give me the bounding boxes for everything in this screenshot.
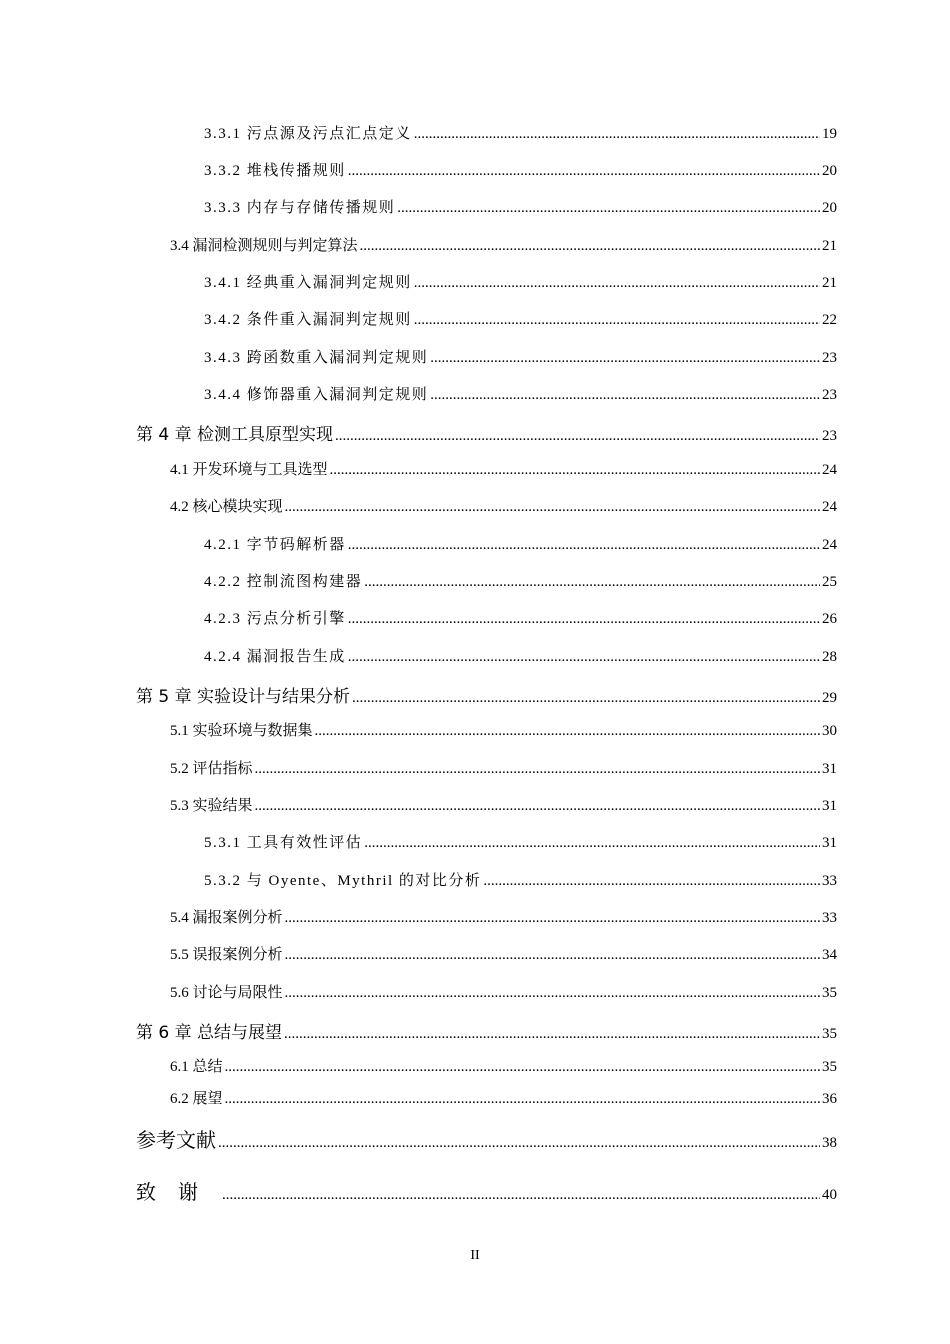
toc-entry-title: 4.2.2 控制流图构建器 — [204, 574, 363, 590]
toc-entry-page: 36 — [822, 1091, 837, 1107]
toc-leader-dots — [225, 1059, 820, 1076]
toc-entry-page: 22 — [822, 312, 837, 328]
toc-entry-title: 5.3.2 与 Oyente、Mythril 的对比分析 — [204, 873, 482, 889]
toc-entry-title: 5.6 讨论与局限性 — [170, 985, 283, 1001]
toc-leader-dots — [352, 690, 820, 707]
toc-entry[interactable] — [170, 794, 837, 815]
toc-entry-title: 参考文献 — [136, 1128, 216, 1152]
toc-entry[interactable] — [204, 159, 837, 180]
toc-leader-dots — [225, 1091, 820, 1108]
toc-entry[interactable] — [170, 757, 837, 778]
toc-entry[interactable] — [170, 1055, 837, 1076]
toc-entry-title: 5.3 实验结果 — [170, 798, 253, 814]
toc-entry[interactable] — [136, 420, 837, 445]
toc-leader-dots — [348, 537, 820, 554]
toc-entry[interactable] — [170, 458, 837, 479]
toc-entry-page: 23 — [822, 350, 837, 366]
toc-entry-page: 35 — [822, 1059, 837, 1075]
toc-entry-title: 致谢 — [136, 1180, 220, 1204]
toc-entry-title: 3.4.2 条件重入漏洞判定规则 — [204, 312, 412, 328]
toc-leader-dots — [397, 200, 820, 217]
toc-leader-dots — [284, 1026, 820, 1043]
toc-entry[interactable] — [204, 122, 837, 143]
toc-entry-title: 3.3.1 污点源及污点汇点定义 — [204, 126, 412, 142]
toc-entry-title: 4.2 核心模块实现 — [170, 499, 283, 515]
toc-entry[interactable] — [204, 645, 837, 666]
toc-entry-title: 3.4 漏洞检测规则与判定算法 — [170, 238, 358, 254]
toc-leader-dots — [218, 1135, 820, 1152]
toc-entry[interactable] — [204, 271, 837, 292]
page-number: II — [470, 1248, 480, 1263]
toc-entry-title: 3.4.4 修饰器重入漏洞判定规则 — [204, 387, 429, 403]
toc-entry[interactable] — [136, 1018, 837, 1043]
toc-entry-title: 3.3.3 内存与存储传播规则 — [204, 200, 396, 216]
toc-leader-dots — [414, 275, 820, 292]
toc-entry-page: 21 — [822, 238, 837, 254]
toc-entry[interactable] — [204, 346, 837, 367]
toc-entry-page: 34 — [822, 947, 837, 963]
toc-leader-dots — [222, 1187, 820, 1204]
toc-entry[interactable] — [170, 906, 837, 927]
toc-leader-dots — [285, 910, 820, 927]
toc-entry[interactable] — [170, 1087, 837, 1108]
toc-leader-dots — [360, 238, 820, 255]
toc-leader-dots — [430, 350, 820, 367]
toc-entry-page: 20 — [822, 200, 837, 216]
toc-entry-page: 40 — [822, 1187, 837, 1203]
toc-entry-title: 3.4.3 跨函数重入漏洞判定规则 — [204, 350, 429, 366]
toc-entry-title: 4.2.1 字节码解析器 — [204, 537, 346, 553]
toc-entry[interactable] — [170, 234, 837, 255]
toc-leader-dots — [414, 312, 820, 329]
toc-entry-title: 5.4 漏报案例分析 — [170, 910, 283, 926]
toc-entry[interactable] — [204, 869, 837, 890]
toc-entry-page: 21 — [822, 275, 837, 291]
toc-entry-page: 31 — [822, 761, 837, 777]
toc-leader-dots — [483, 873, 820, 890]
toc-leader-dots — [285, 985, 820, 1002]
toc-entry[interactable] — [170, 943, 837, 964]
toc-entry-title: 第 5 章 实验设计与结果分析 — [136, 687, 351, 707]
toc-entry-page: 26 — [822, 611, 837, 627]
toc-entry-title: 5.2 评估指标 — [170, 761, 253, 777]
toc-entry-title: 5.1 实验环境与数据集 — [170, 723, 313, 739]
toc-leader-dots — [430, 387, 820, 404]
toc-entry-title: 6.2 展望 — [170, 1091, 223, 1107]
toc-entry-page: 30 — [822, 723, 837, 739]
toc-entry-page: 23 — [822, 428, 837, 444]
toc-entry-title: 第 4 章 检测工具原型实现 — [136, 425, 334, 445]
toc-entry[interactable] — [204, 607, 837, 628]
toc-leader-dots — [335, 428, 820, 445]
toc-entry[interactable] — [204, 570, 837, 591]
toc-entry-title: 6.1 总结 — [170, 1059, 223, 1075]
toc-entry-title: 4.2.3 污点分析引擎 — [204, 611, 346, 627]
toc-entry[interactable] — [136, 682, 837, 707]
toc-leader-dots — [315, 723, 820, 740]
toc-entry-page: 25 — [822, 574, 837, 590]
toc-entry[interactable] — [204, 831, 837, 852]
toc-entry[interactable] — [170, 981, 837, 1002]
toc-entry[interactable] — [204, 533, 837, 554]
toc-leader-dots — [364, 835, 820, 852]
toc-entry-title: 5.5 误报案例分析 — [170, 947, 283, 963]
toc-entry[interactable] — [204, 196, 837, 217]
toc-entry-page: 24 — [822, 462, 837, 478]
toc-entry-page: 33 — [822, 910, 837, 926]
toc-entry[interactable] — [170, 719, 837, 740]
toc-leader-dots — [348, 649, 820, 666]
toc-leader-dots — [255, 798, 820, 815]
toc-leader-dots — [285, 499, 820, 516]
toc-entry-page: 31 — [822, 835, 837, 851]
toc-leader-dots — [285, 947, 820, 964]
toc-entry[interactable] — [170, 495, 837, 516]
toc-entry-page: 19 — [822, 126, 837, 142]
toc-leader-dots — [348, 611, 820, 628]
toc-entry-page: 33 — [822, 873, 837, 889]
toc-entry-title: 4.2.4 漏洞报告生成 — [204, 649, 346, 665]
toc-leader-dots — [414, 126, 820, 143]
toc-entry-page: 24 — [822, 499, 837, 515]
toc-entry-title: 3.3.2 堆栈传播规则 — [204, 163, 346, 179]
toc-entry[interactable] — [204, 383, 837, 404]
toc-entry-page: 24 — [822, 537, 837, 553]
toc-entry-title: 4.1 开发环境与工具选型 — [170, 462, 328, 478]
toc-entry-title: 3.4.1 经典重入漏洞判定规则 — [204, 275, 412, 291]
toc-leader-dots — [255, 761, 820, 778]
toc-entry-page: 29 — [822, 690, 837, 706]
toc-entry-title: 第 6 章 总结与展望 — [136, 1023, 283, 1043]
toc-entry-page: 35 — [822, 985, 837, 1001]
toc-entry-page: 28 — [822, 649, 837, 665]
toc-entry[interactable] — [136, 1176, 837, 1205]
toc-entry[interactable] — [204, 308, 837, 329]
toc-leader-dots — [364, 574, 820, 591]
toc-entry[interactable] — [136, 1124, 837, 1153]
toc-leader-dots — [348, 163, 820, 180]
toc-entry-page: 31 — [822, 798, 837, 814]
toc-entry-page: 20 — [822, 163, 837, 179]
toc-entry-title: 5.3.1 工具有效性评估 — [204, 835, 363, 851]
toc-entry-page: 23 — [822, 387, 837, 403]
toc-leader-dots — [330, 462, 820, 479]
toc-entry-page: 35 — [822, 1026, 837, 1042]
toc-entry-page: 38 — [822, 1135, 837, 1151]
